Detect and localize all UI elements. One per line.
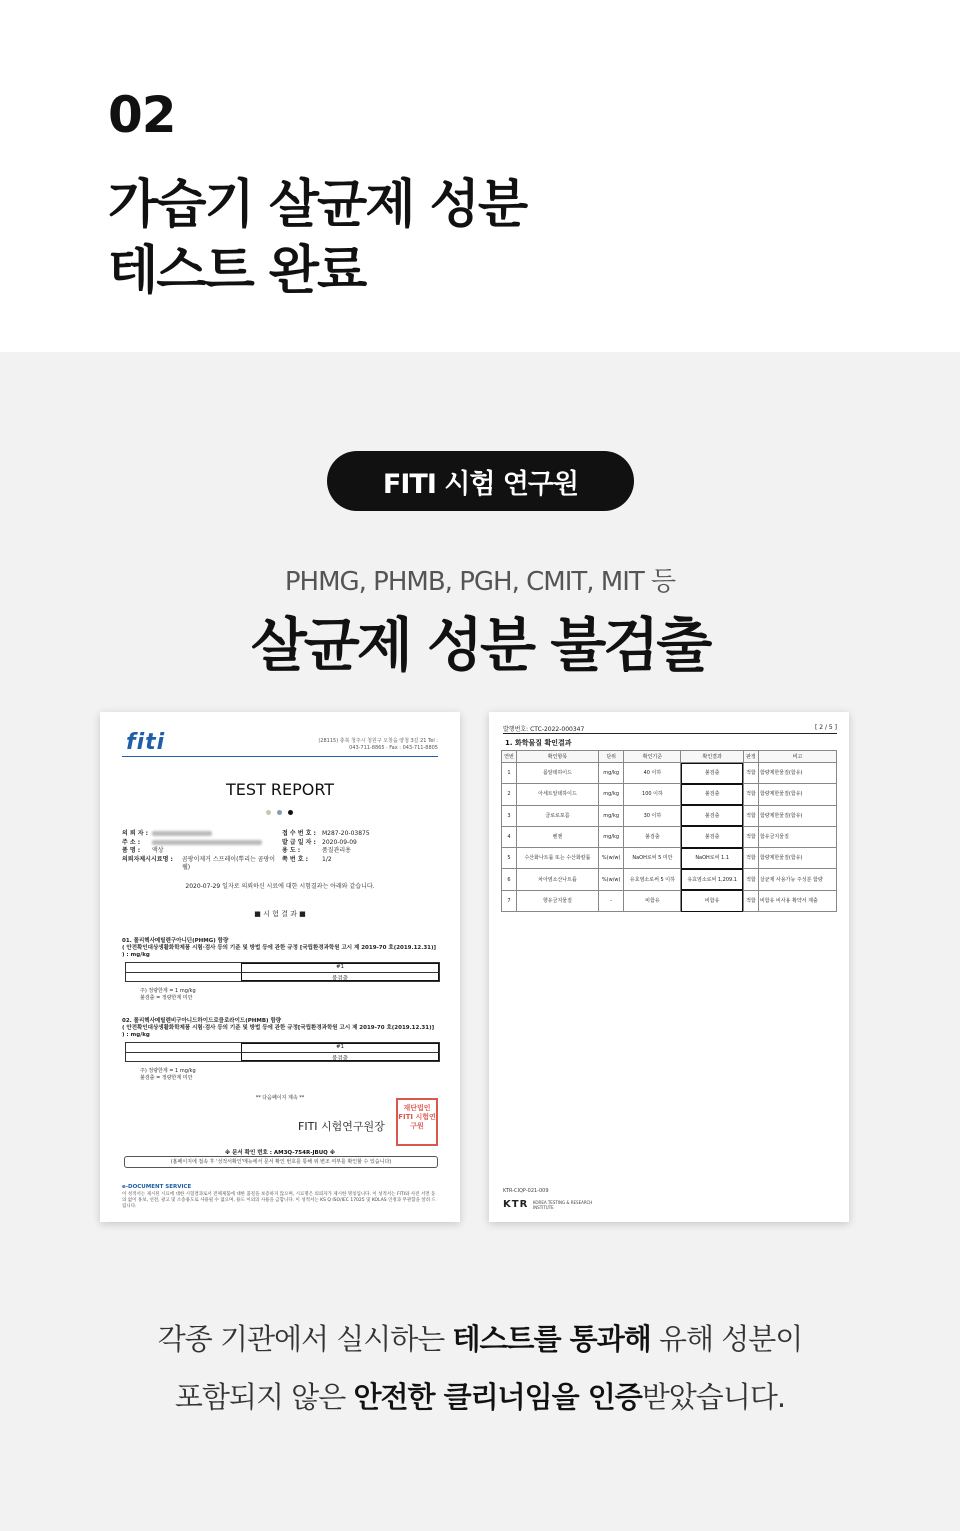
ktr-logo: KTR bbox=[503, 1199, 529, 1210]
report-fields: 의 뢰 자 : 접 수 번 호 : M287-20-03875 주 소 : 발 급 일 자 : 2020-09-09 품 명 : 액상 용 도 : 품질관리용 의뢰자제시시료명 : 곰팡이제거 스프레이(뿌리는 곰팡이 웰) 쪽 번 호 : 1/2 bbox=[122, 830, 370, 871]
ktr-table-cell: 5 bbox=[502, 848, 517, 869]
ktr-table-cell: 함량제한물질(함유) bbox=[758, 763, 836, 784]
ktr-table-row bbox=[502, 848, 837, 869]
ktr-table-cell: 불검출 bbox=[681, 805, 743, 826]
ktr-table-cell: 폼알데하이드 bbox=[517, 763, 599, 784]
ktr-table-cell: mg/kg bbox=[598, 826, 624, 847]
ktr-table-cell: mg/kg bbox=[598, 763, 624, 784]
test-item-2: 02. 폴리헥사메틸렌비구아니드하이드로클로라이드(PHMB) 함량 ( 안전확인대상생활화학제품 시험·검사 등의 기준 및 방법 등에 관한 규정[국립환경과학원 고시 제 2019-70 호(2019.12.31)] ) : mg/kg bbox=[122, 1018, 435, 1038]
ktr-table-cell: 적합 bbox=[743, 826, 758, 847]
ingredients-subtitle: PHMG, PHMB, PGH, CMIT, MIT 등 bbox=[284, 567, 676, 597]
ktr-table-cell: 함유금지물질 bbox=[758, 826, 836, 847]
ktr-table-cell: 30 이하 bbox=[624, 805, 681, 826]
ktr-table-cell: mg/kg bbox=[598, 805, 624, 826]
fiti-test-report bbox=[100, 712, 460, 1222]
headline-line-2: 테스트 완료 bbox=[108, 241, 366, 301]
ktr-table-cell: 6 bbox=[502, 869, 517, 890]
ktr-table-cell: 4 bbox=[502, 826, 517, 847]
ktr-table-row bbox=[502, 869, 837, 890]
report-address: (28115) 충북 청주시 청원구 오창읍 양청 3길 21 Tel : 043-711-8865 · Fax : 043-711-8805 bbox=[318, 738, 438, 751]
institute-badge: FITI 시험 연구원 bbox=[327, 451, 634, 511]
ktr-table-cell: 비함유 bbox=[624, 890, 681, 911]
ktr-table-cell: 비함유 bbox=[681, 890, 743, 911]
ktr-results-table bbox=[501, 750, 837, 912]
ktr-table-cell: 불검출 bbox=[681, 826, 743, 847]
ktr-col-header: 확인결과 bbox=[681, 751, 743, 763]
ktr-table-row bbox=[502, 805, 837, 826]
ktr-table-cell: %(w/w) bbox=[598, 869, 624, 890]
results-heading: ■ 시 험 결 과 ■ bbox=[254, 910, 306, 918]
title-dots bbox=[266, 810, 293, 815]
main-title: 살균제 성분 불검출 bbox=[250, 611, 710, 679]
report-title: TEST REPORT bbox=[225, 780, 335, 799]
e-document-service: e-DOCUMENT SERVICE bbox=[122, 1184, 192, 1190]
section-headline bbox=[108, 172, 526, 304]
ktr-table-cell: 살균제 사용가능 주성분 함량 bbox=[758, 869, 836, 890]
report-intro: 2020-07-29 일자로 의뢰하신 시료에 대한 시험결과는 아래와 같습니다. bbox=[185, 883, 375, 890]
result-table-1: #1 불검출 bbox=[125, 962, 440, 982]
description-line-2: 포함되지 않은 안전한 클리너임을 인증받았습니다. bbox=[174, 1380, 786, 1414]
ktr-table-cell: 100 이하 bbox=[624, 784, 681, 805]
ktr-table-row bbox=[502, 890, 837, 911]
ktr-table-cell: 비함유 비사용 확약서 제출 bbox=[758, 890, 836, 911]
continue-note: ** 다음페이지 계속 ** bbox=[255, 1095, 305, 1101]
ktr-table-cell: 유효염소로써 5 이하 bbox=[624, 869, 681, 890]
ktr-col-header: 비고 bbox=[758, 751, 836, 763]
ktr-header: 발행번호: CTC-2022-000347 [ 2 / 5 ] bbox=[503, 724, 837, 733]
result-table-2: #1 불검출 bbox=[125, 1042, 440, 1062]
test-item-1: 01. 폴리헥사메틸렌구아니딘(PHMG) 함량 ( 안전확인대상생활화학제품 시험·검사 등의 기준 및 방법 등에 관한 규정 [국립환경과학원 고시 제 2019-70 호(2019.12.31)] ) : mg/kg bbox=[122, 938, 437, 958]
bottom-description bbox=[0, 1310, 960, 1426]
section-number: 02 bbox=[108, 86, 176, 144]
ktr-table-cell: 함량제한물질(함유) bbox=[758, 848, 836, 869]
ktr-col-header: 확인항목 bbox=[517, 751, 599, 763]
redacted-text bbox=[152, 840, 262, 845]
ktr-col-header: 단위 bbox=[598, 751, 624, 763]
header-rule bbox=[122, 756, 438, 757]
ktr-table-cell: 아세트알데하이드 bbox=[517, 784, 599, 805]
ktr-table-cell: 클로로포름 bbox=[517, 805, 599, 826]
report-footnote: 이 성적서는 제시된 시료에 대한 시험결과로서 전체제품에 대한 품질을 보증하지 않으며, 시료명은 의뢰자가 제시한 명칭입니다. 이 성적서는 FITI와 사전 서면 동의 없이 홍보, 선전, 광고 및 소송용도로 사용될 수 없으며, 용도 이외의 사용을 금합니다. 이 성적서는 KS Q ISO/IEC 17025 및 KOLAS 인정과 무관함을 알려 드립니다. bbox=[122, 1192, 436, 1209]
ktr-table-cell: 향유금지물질 bbox=[517, 890, 599, 911]
ktr-logo-subtitle: KOREA TESTING & RESEARCH INSTITUTE bbox=[533, 1200, 593, 1210]
ktr-table-cell: - bbox=[598, 890, 624, 911]
top-section bbox=[0, 0, 960, 352]
ktr-table-cell: 수산화나트륨 또는 수산화칼륨 bbox=[517, 848, 599, 869]
ktr-table-cell: 벤젠 bbox=[517, 826, 599, 847]
ktr-table-cell: 7 bbox=[502, 890, 517, 911]
ktr-table-cell: 적합 bbox=[743, 869, 758, 890]
ktr-table-cell: NaOH로써 5 미만 bbox=[624, 848, 681, 869]
ktr-table-cell: 적합 bbox=[743, 784, 758, 805]
ktr-table-cell: 유효염소로써 1,209.1 bbox=[681, 869, 743, 890]
ktr-table-cell: 40 이하 bbox=[624, 763, 681, 784]
ktr-col-header: 판정 bbox=[743, 751, 758, 763]
verify-notice: (홈페이지에 접속 후 '성적서확인'메뉴에서 문서 확인 번호를 통해 위 변조 여부를 확인할 수 있습니다) bbox=[124, 1156, 438, 1168]
ktr-table-cell: 차아염소산나트륨 bbox=[517, 869, 599, 890]
ktr-table-cell: mg/kg bbox=[598, 784, 624, 805]
ktr-table-cell: 적합 bbox=[743, 763, 758, 784]
note-2: 주) 정량한계 = 1 mg/kg 불검출 = 정량한계 미만 bbox=[140, 1068, 196, 1081]
ktr-table-cell: 불검출 bbox=[624, 826, 681, 847]
ktr-table-cell: 함량제한물질(함유) bbox=[758, 805, 836, 826]
ktr-table-cell: 불검출 bbox=[681, 763, 743, 784]
ktr-table-cell: 적합 bbox=[743, 848, 758, 869]
ktr-table-cell: 2 bbox=[502, 784, 517, 805]
ktr-table-row bbox=[502, 763, 837, 784]
ktr-table-cell: NaOH로써 1.1 bbox=[681, 848, 743, 869]
ktr-test-report bbox=[489, 712, 849, 1222]
ktr-table-cell: 3 bbox=[502, 805, 517, 826]
ktr-table-cell: %(w/w) bbox=[598, 848, 624, 869]
headline-line-1: 가습기 살균제 성분 bbox=[108, 175, 527, 235]
official-seal: 재단법인 FITI 시험연구원 bbox=[396, 1098, 438, 1146]
ktr-table-cell: 적합 bbox=[743, 805, 758, 826]
ktr-table-cell: 불검출 bbox=[681, 784, 743, 805]
ktr-table-row bbox=[502, 826, 837, 847]
note-1: 주) 정량한계 = 1 mg/kg 불검출 = 정량한계 미만 bbox=[140, 988, 196, 1001]
doc-confirm-number: ※ 문서 확인 번호 : AM3Q-754R-JBUQ ※ bbox=[224, 1150, 336, 1156]
ktr-table-row bbox=[502, 784, 837, 805]
description-line-1: 각종 기관에서 실시하는 테스트를 통과해 유해 성분이 bbox=[157, 1322, 803, 1356]
ktr-section-title: 1. 화학물질 확인결과 bbox=[505, 739, 572, 747]
ktr-col-header: 연번 bbox=[502, 751, 517, 763]
ktr-col-header: 확인기준 bbox=[624, 751, 681, 763]
signer: FITI 시험연구원장 bbox=[298, 1120, 385, 1133]
ktr-header-rule bbox=[503, 733, 837, 734]
redacted-text bbox=[152, 831, 212, 836]
ktr-table-cell: 적합 bbox=[743, 890, 758, 911]
fiti-logo: fiti bbox=[126, 730, 166, 755]
ktr-doc-code: KTR-CIQP-021-009 bbox=[503, 1188, 549, 1194]
ktr-table-cell: 함량제한물질(함유) bbox=[758, 784, 836, 805]
ktr-table-cell: 1 bbox=[502, 763, 517, 784]
